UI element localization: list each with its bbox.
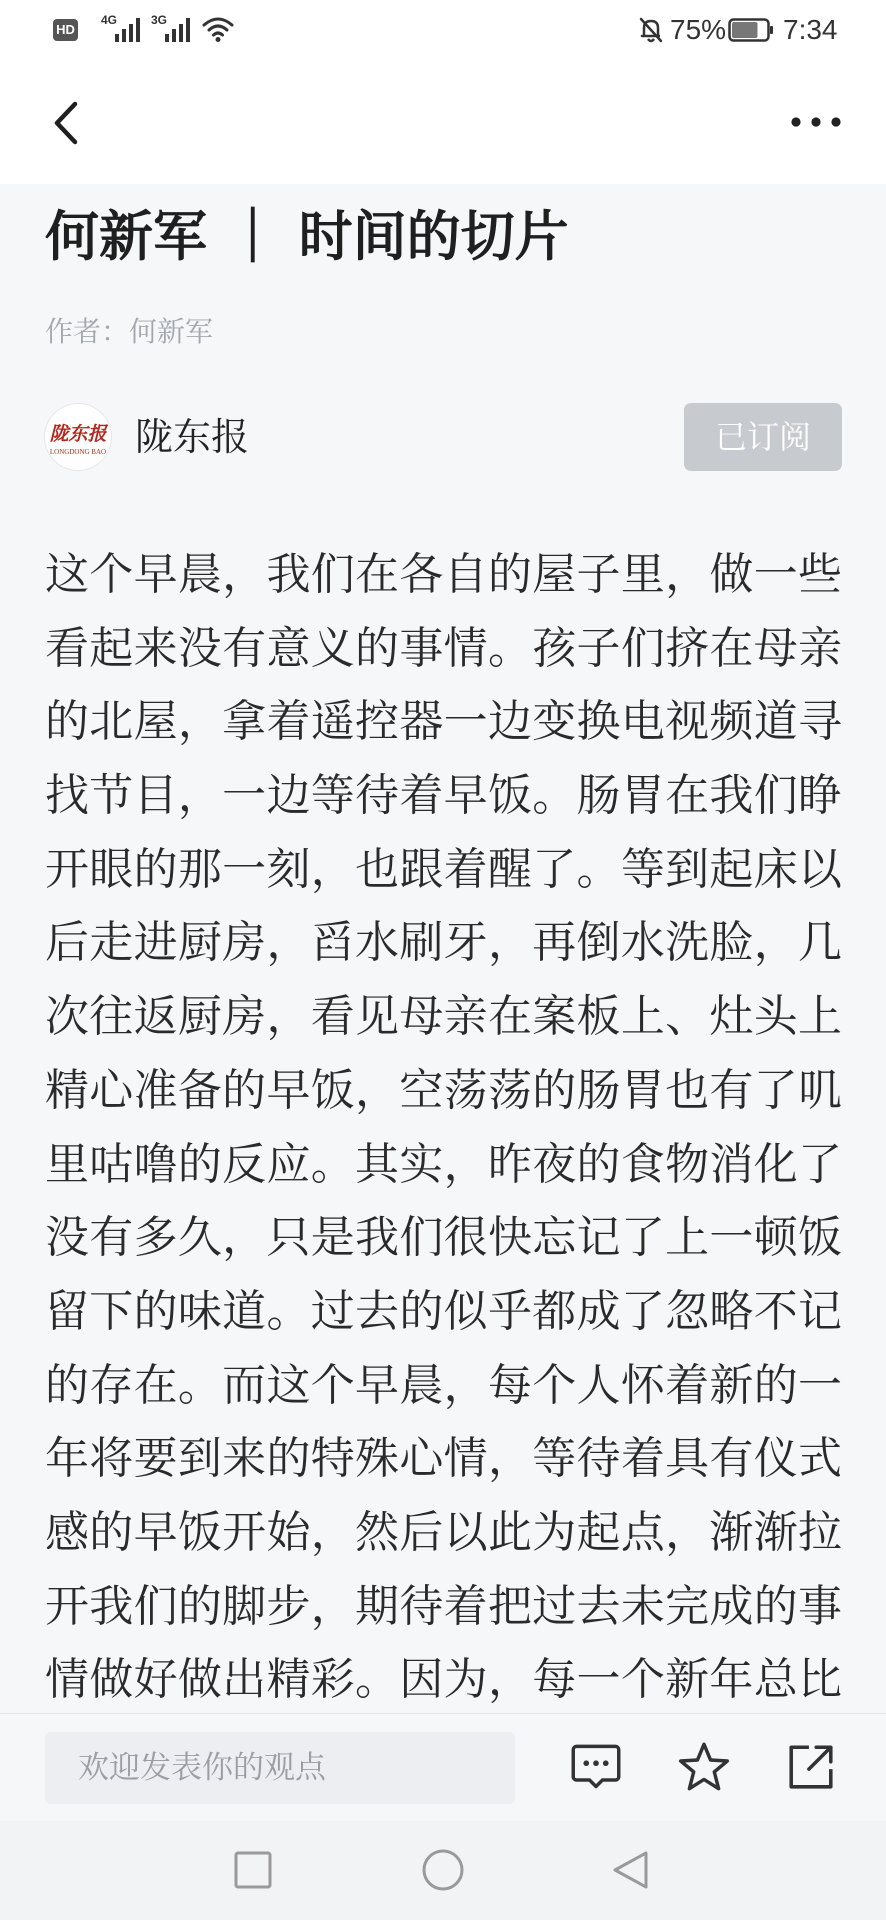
home-icon[interactable] [421, 1848, 465, 1892]
network-type-label: 4G [101, 13, 118, 27]
bell-off-icon [638, 16, 664, 44]
body-line: 没有多久，只是我们很快忘记了上一顿饭 [45, 1212, 842, 1264]
comment-input[interactable]: 欢迎发表你的观点 [45, 1732, 515, 1804]
body-line: 情做好做出精彩。因为，每一个新年总比 [45, 1654, 842, 1706]
article-title: 何新军 ｜ 时间的切片 [45, 204, 569, 268]
star-icon[interactable] [678, 1741, 730, 1793]
body-line: 的北屋，拿着遥控器一边变换电视频道寻 [45, 696, 842, 748]
body-line: 找节目，一边等待着早饭。肠胃在我们睁 [45, 770, 842, 822]
body-line: 次往返厨房，看见母亲在案板上、灶头上 [45, 991, 842, 1043]
body-line: 后走进厨房，舀水刷牙，再倒水洗脸，几 [45, 917, 842, 969]
logo-text: 陇东报 [49, 423, 107, 445]
hd-icon: HD [53, 19, 78, 41]
more-icon[interactable] [788, 113, 844, 131]
system-nav-bar [0, 1821, 886, 1920]
back-nav-icon[interactable] [610, 1849, 652, 1891]
status-bar [0, 0, 886, 61]
signal-icon [164, 14, 196, 44]
battery-percent: 75% [670, 14, 727, 45]
body-line: 开我们的脚步，期待着把过去未完成的事 [45, 1580, 842, 1632]
body-line: 留下的味道。过去的似乎都成了忽略不记 [45, 1285, 842, 1337]
top-nav-bar [0, 61, 886, 184]
author-label: 作者：何新军 [45, 315, 214, 348]
body-line: 这个早晨，我们在各自的屋子里，做一些 [45, 549, 842, 600]
body-line: 精心准备的早饭，空荡荡的肠胃也有了叽 [45, 1064, 842, 1116]
subscribe-button[interactable]: 已订阅 [684, 403, 842, 471]
source-avatar[interactable] [45, 404, 111, 470]
body-line: 开眼的那一刻，也跟着醒了。等到起床以 [45, 843, 842, 895]
share-icon[interactable] [786, 1742, 836, 1792]
back-arrow-icon[interactable] [50, 99, 82, 147]
recent-apps-icon[interactable] [233, 1850, 273, 1890]
source-logo [45, 404, 111, 470]
signal-icon [114, 14, 146, 44]
body-line: 看起来没有意义的事情。孩子们挤在母亲 [45, 622, 842, 674]
network-type-label: 3G [151, 13, 168, 27]
body-line: 的存在。而这个早晨，每个人怀着新的一 [45, 1359, 842, 1411]
article-body [45, 538, 842, 1713]
battery-icon [728, 18, 774, 42]
body-line: 感的早饭开始，然后以此为起点，渐渐拉 [45, 1506, 842, 1558]
body-line: 年将要到来的特殊心情，等待着具有仪式 [45, 1433, 842, 1485]
comment-icon[interactable] [570, 1743, 622, 1791]
wifi-icon [202, 15, 234, 43]
body-line: 里咕噜的反应。其实，昨夜的食物消化了 [45, 1138, 842, 1190]
logo-subtext: LONGDONG BAO [49, 448, 107, 456]
source-name[interactable]: 陇东报 [135, 415, 250, 459]
battery-fill [732, 22, 758, 38]
clock: 7:34 [783, 14, 838, 45]
